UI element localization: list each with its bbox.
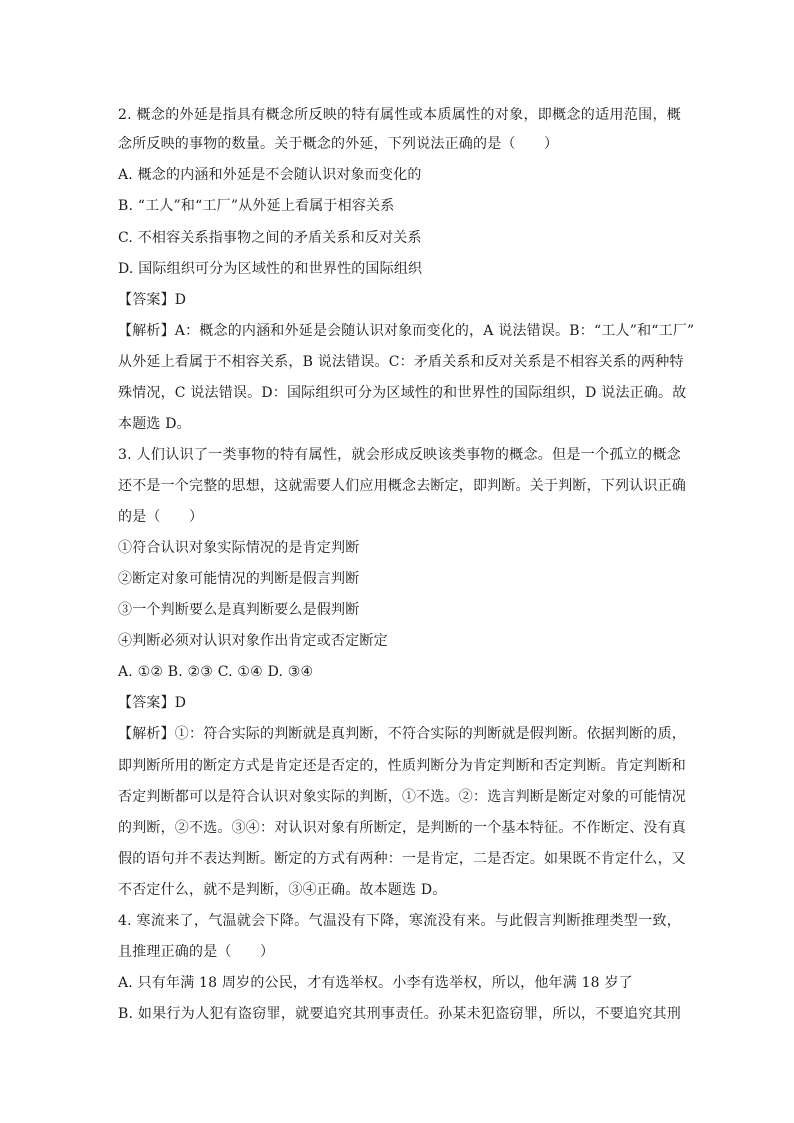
q2-stem-line-2: 念所反映的事物的数量。关于概念的外延，下列说法正确的是（ ）: [118, 136, 559, 152]
q3-stem-line-2: 还不是一个完整的思想，这就需要人们应用概念去断定，即判断。关于判断，下列认识正确: [118, 478, 686, 494]
q3-analysis-line-5: 假的语句并不表达判断。断定的方式有两种：一是肯定，二是否定。如果既不肯定什么，又: [118, 851, 686, 867]
q2-option-c: C. 不相容关系指事物之间的矛盾关系和反对关系: [118, 230, 422, 246]
q3-item-3: ③一个判断要么是真判断要么是假判断: [118, 602, 360, 618]
q3-analysis-line-2: 即判断所用的断定方式是肯定还是否定的，性质判断分为肯定判断和否定判断。肯定判断和: [118, 758, 686, 774]
q3-analysis-line-3: 否定判断都可以是符合认识对象实际的判断，①不选。②：选言判断是断定对象的可能情况: [118, 789, 686, 805]
q2-option-b: B. “工人”和“工厂”从外延上看属于相容关系: [118, 198, 395, 214]
q3-options: A. ①② B. ②③ C. ①④ D. ③④: [118, 664, 314, 680]
q2-analysis-line-4: 本题选 D。: [118, 416, 191, 432]
q3-stem-line-3: 的是（ ）: [118, 509, 204, 525]
q4-stem-line-2: 且推理正确的是（ ）: [118, 944, 275, 960]
q4-stem-line-1: 4. 寒流来了，气温就会下降。气温没有下降，寒流没有来。与此假言判断推理类型一致，: [118, 913, 681, 929]
q3-item-1: ①符合认识对象实际情况的是肯定判断: [118, 540, 360, 556]
q3-answer: 【答案】D: [118, 695, 187, 711]
q3-item-4: ④判断必须对认识对象作出肯定或否定断定: [118, 633, 388, 649]
q2-analysis-line-2: 从外延上看属于不相容关系，B 说法错误。C：矛盾关系和反对关系是不相容关系的两种特: [118, 354, 684, 370]
q2-analysis-line-1: 【解析】A：概念的内涵和外延是会随认识对象而变化的，A 说法错误。B：“工人”和“工厂”: [118, 323, 695, 339]
q3-analysis-line-4: 的判断，②不选。③④：对认识对象有所断定，是判断的一个基本特征。不作断定、没有真: [118, 820, 686, 836]
q2-answer: 【答案】D: [118, 292, 187, 308]
q2-option-d: D. 国际组织可分为区域性的和世界性的国际组织: [118, 261, 423, 277]
q3-analysis-line-6: 不否定什么，就不是判断，③④正确。故本题选 D。: [118, 882, 447, 898]
q3-stem-line-1: 3. 人们认识了一类事物的特有属性，就会形成反映该类事物的概念。但是一个孤立的概念: [118, 447, 681, 463]
q4-option-a: A. 只有年满 18 周岁的公民，才有选举权。小李有选举权，所以，他年满 18 岁了: [118, 975, 633, 991]
q3-item-2: ②断定对象可能情况的判断是假言判断: [118, 571, 360, 587]
q3-analysis-line-1: 【解析】①：符合实际的判断就是真判断，不符合实际的判断就是假判断。依据判断的质，: [118, 726, 686, 742]
q4-option-b: B. 如果行为人犯有盗窃罪，就要追究其刑事责任。孙某未犯盗窃罪，所以，不要追究其刑: [118, 1006, 681, 1022]
q2-analysis-line-3: 殊情况，C 说法错误。D：国际组织可分为区域性的和世界性的国际组织，D 说法正确。故: [118, 385, 687, 401]
q2-option-a: A. 概念的内涵和外延是不会随认识对象而变化的: [118, 167, 422, 183]
q2-stem-line-1: 2. 概念的外延是指具有概念所反映的特有属性或本质属性的对象，即概念的适用范围，概: [118, 107, 681, 123]
